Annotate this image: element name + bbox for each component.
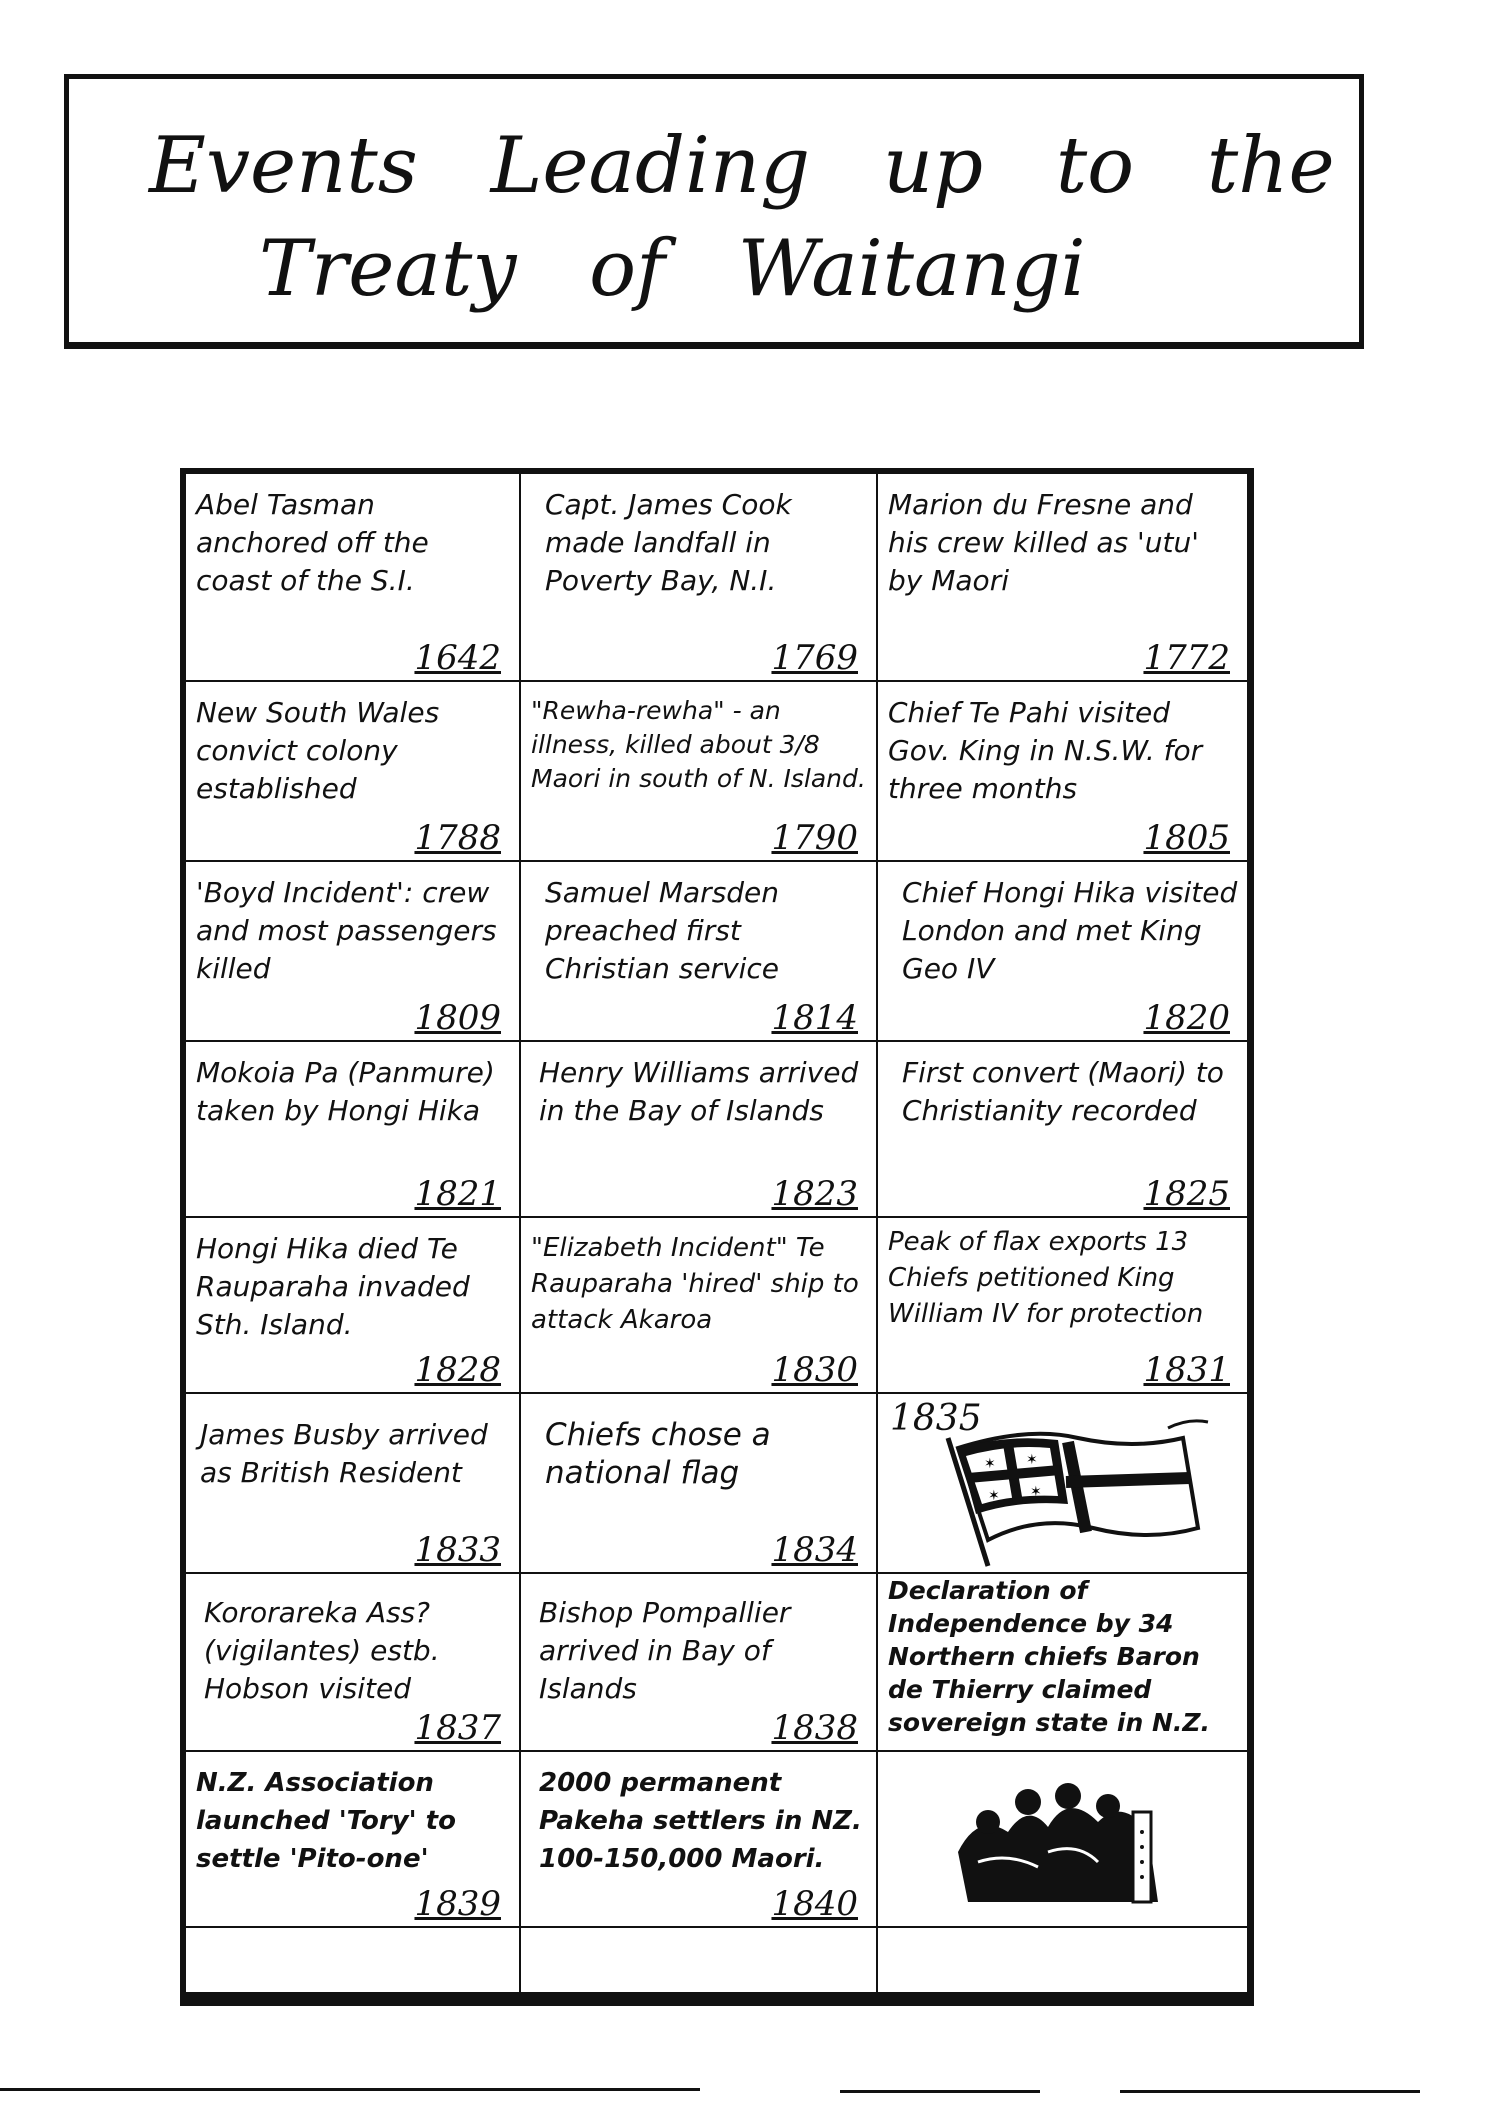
event-year: 1839 <box>414 1884 501 1924</box>
event-year: 1821 <box>414 1174 501 1214</box>
event-year: 1642 <box>414 638 501 678</box>
page-bottom-rule <box>1120 2090 1420 2093</box>
event-year: 1788 <box>414 818 501 858</box>
event-text: Declaration of Independence by 34 Northern chiefs Baron de Thierry claimed sovereign state in N.Z. <box>888 1576 1210 1737</box>
timeline-cell <box>521 1574 876 1750</box>
timeline-cell <box>186 862 519 1040</box>
title-box <box>64 74 1364 349</box>
event-text: Chiefs chose a national flag <box>545 1417 771 1491</box>
timeline-cell <box>878 474 1248 680</box>
event-text: 'Boyd Incident': crew and most passengers killed <box>196 876 497 985</box>
timeline-cell <box>521 474 876 680</box>
timeline-cell <box>186 1218 519 1392</box>
event-year: 1823 <box>771 1174 858 1214</box>
event-text: Chief Te Pahi visited Gov. King in N.S.W. for three months <box>888 696 1203 805</box>
event-text: Marion du Fresne and his crew killed as 'utu' by Maori <box>888 488 1199 597</box>
event-text: "Elizabeth Incident" Te Rauparaha 'hired' ship to attack Akaroa <box>531 1233 859 1335</box>
event-year: 1820 <box>1143 998 1230 1038</box>
event-year: 1831 <box>1143 1350 1230 1390</box>
timeline-grid <box>180 468 1254 2006</box>
event-text: Hongi Hika died Te Rauparaha invaded Sth. Island. <box>196 1232 470 1341</box>
event-year: 1769 <box>771 638 858 678</box>
picture-cell <box>878 1752 1248 1926</box>
event-text: First convert (Maori) to Christianity recorded <box>902 1056 1224 1127</box>
timeline-cell <box>521 1752 876 1926</box>
page-bottom-rule <box>840 2090 1040 2093</box>
svg-text:✶: ✶ <box>1030 1484 1042 1500</box>
event-text: Kororareka Ass? (vigilantes) estb. Hobson visited <box>204 1596 440 1705</box>
svg-text:✶: ✶ <box>988 1488 1000 1504</box>
timeline-cell <box>521 1394 876 1572</box>
event-text: Samuel Marsden preached first Christian service <box>545 876 780 985</box>
timeline-cell <box>521 1218 876 1392</box>
event-text: "Rewha-rewha" - an illness, killed about 3/8 Maori in south of N. Island. <box>531 696 866 793</box>
timeline-cell <box>186 474 519 680</box>
event-year: 1772 <box>1143 638 1230 678</box>
event-text: Abel Tasman anchored off the coast of the S.I. <box>196 488 429 597</box>
timeline-cell <box>521 862 876 1040</box>
svg-text:✶: ✶ <box>984 1456 996 1472</box>
title-line-2: Treaty of Waitangi <box>259 224 1086 314</box>
event-text: Bishop Pompallier arrived in Bay of Islands <box>539 1596 791 1705</box>
timeline-cell <box>878 1218 1248 1392</box>
event-text: N.Z. Association launched 'Tory' to settle 'Pito-one' <box>196 1768 456 1874</box>
timeline-cell <box>186 682 519 860</box>
empty-cell <box>186 1928 519 1998</box>
event-text: James Busby arrived as British Resident <box>200 1418 488 1489</box>
timeline-cell <box>878 682 1248 860</box>
timeline-cell <box>878 1574 1248 1750</box>
event-year: 1833 <box>414 1530 501 1570</box>
event-year: 1809 <box>414 998 501 1038</box>
event-year: 1837 <box>414 1708 501 1748</box>
event-year: 1828 <box>414 1350 501 1390</box>
timeline-cell <box>521 1042 876 1216</box>
event-text: 2000 permanent Pakeha settlers in NZ. 100-150,000 Maori. <box>539 1768 862 1874</box>
event-text: Peak of flax exports 13 Chiefs petitioned King William IV for protection <box>888 1227 1204 1329</box>
page-bottom-rule <box>0 2088 700 2091</box>
event-year: 1834 <box>771 1530 858 1570</box>
timeline-cell <box>186 1042 519 1216</box>
timeline-cell <box>521 682 876 860</box>
timeline-cell <box>186 1574 519 1750</box>
event-year: 1805 <box>1143 818 1230 858</box>
event-text: New South Wales convict colony established <box>196 696 440 805</box>
group-of-people-illustration-icon <box>948 1772 1168 1912</box>
timeline-cell <box>186 1752 519 1926</box>
title-line-1: Events Leading up to the <box>149 121 1335 211</box>
event-year: 1814 <box>771 998 858 1038</box>
flag-year: 1835 <box>890 1398 982 1439</box>
event-year: 1790 <box>771 818 858 858</box>
event-year: 1838 <box>771 1708 858 1748</box>
event-year: 1825 <box>1143 1174 1230 1214</box>
timeline-cell <box>878 1042 1248 1216</box>
event-year: 1840 <box>771 1884 858 1924</box>
timeline-cell <box>186 1394 519 1572</box>
event-text: Chief Hongi Hika visited London and met King Geo IV <box>902 876 1238 985</box>
timeline-cell <box>878 862 1248 1040</box>
event-year: 1830 <box>771 1350 858 1390</box>
united-tribes-flag-icon <box>918 1408 1218 1568</box>
event-text: Capt. James Cook made landfall in Poverty Bay, N.I. <box>545 488 792 597</box>
event-text: Henry Williams arrived in the Bay of Islands <box>539 1056 859 1127</box>
event-text: Mokoia Pa (Panmure) taken by Hongi Hika <box>196 1056 495 1127</box>
svg-text:✶: ✶ <box>1026 1452 1038 1468</box>
flag-cell <box>878 1394 1248 1572</box>
